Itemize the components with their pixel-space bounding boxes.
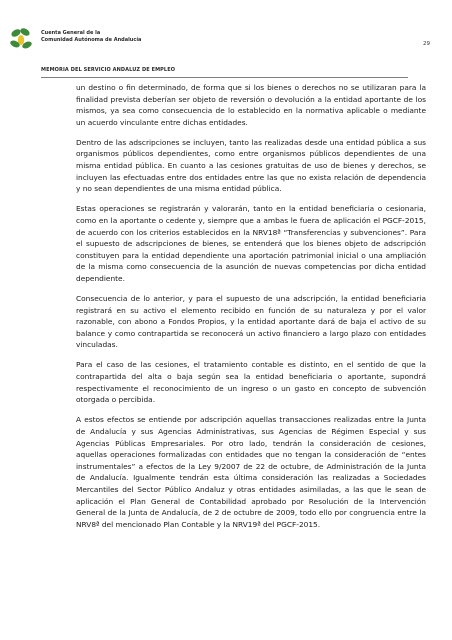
paragraph-5: Para el caso de las cesiones, el tratamiento contable es distinto, en el sentido de que la contrapartida del alta o baja según sea la entidad beneficiaria o aportante, supondrá respectivamente el reconocimiento de un ingreso o un gasto en concepto de subvención otorgada o percibida. <box>76 360 426 405</box>
header-divider <box>41 77 408 78</box>
page-header <box>10 24 430 73</box>
document-body <box>76 82 426 539</box>
organization-name <box>41 30 141 43</box>
paragraph-2: Dentro de las adscripciones se incluyen, tanto las realizadas desde una entidad pública a sus organismos públicos dependientes, como entre organismos públicos dependientes de una misma entidad pública. En cuanto a las cesiones gratuitas de uso de bienes y derechos, se incluyen las efectuadas entre dos entidades entre las que no exista relación de dependencia y no sean dependientes de una misma entidad pública. <box>76 137 426 194</box>
page-number: 29 <box>423 41 430 47</box>
paragraph-1: un destino o fin determinado, de forma que si los bienes o derechos no se utilizaran para la finalidad prevista deberían ser objeto de reversión o devolución a la entidad aportante de los mismos, ya sea como consecuencia de lo establecido en la normativa aplicable o mediante un acuerdo vinculante entre dichas entidades. <box>76 83 426 127</box>
junta-andalucia-logo-icon <box>10 26 32 52</box>
org-line-2: Comunidad Autónoma de Andalucía <box>41 36 142 43</box>
paragraph-6: A estos efectos se entiende por adscripción aquellas transacciones realizadas entre la Junta de Andalucía y sus Agencias Administrativas, sus Agencias de Régimen Especial y sus Agencias Públicas Empresariales. Por otro lado, tendrán la consideración de cesiones, aquellas operaciones formalizadas con entidades que no tengan la consideración de “entes instrumentales” a efectos de la Ley 9/2007 de 22 de octubre, de Administración de la Junta de Andalucía. Igualmente tendrán esta última consideración las realizadas a Sociedades Mercantiles del Sector Público Andaluz y otras entidades asimiladas, a las que le sean de aplicación el Plan General de Contabilidad aprobado por Resolución de la Intervención General de la Junta de Andalucía, de 2 de octubre de 2009, todo ello por congruencia entre la NRV8ª del mencionado Plan Contable y la NRV19ª del PGCF-2015. <box>76 415 426 529</box>
paragraph-4: Consecuencia de lo anterior, y para el supuesto de una adscripción, la entidad beneficiaria registrará en su activo el elemento recibido en función de su naturaleza y por el valor razonable, con abono a Fondos Propios, y la entidad aportante dará de baja el activo de su balance y como contrapartida se reconocerá un activo financiero a largo plazo con entidades vinculadas. <box>76 294 426 350</box>
paragraph-3: Estas operaciones se registrarán y valorarán, tanto en la entidad beneficiaria o cesionaria, como en la aportante o cedente y, siempre que a ambas le fuera de aplicación el PGCF-2015, de acuerdo con los criterios establecidos en la NRV18ª “Transferencias y subvenciones”. Para el supuesto de adscripciones de bienes, se entenderá que los bienes objeto de adscripción constituyen para la entidad dependiente una aportación patrimonial inicial o una ampliación de la misma como consecuencia de la asunción de nuevas competencias por dicha entidad dependiente. <box>76 204 426 283</box>
section-title: MEMORIA DEL SERVICIO ANDALUZ DE EMPLEO <box>41 67 176 73</box>
org-line-1: Cuenta General de la <box>41 30 101 36</box>
